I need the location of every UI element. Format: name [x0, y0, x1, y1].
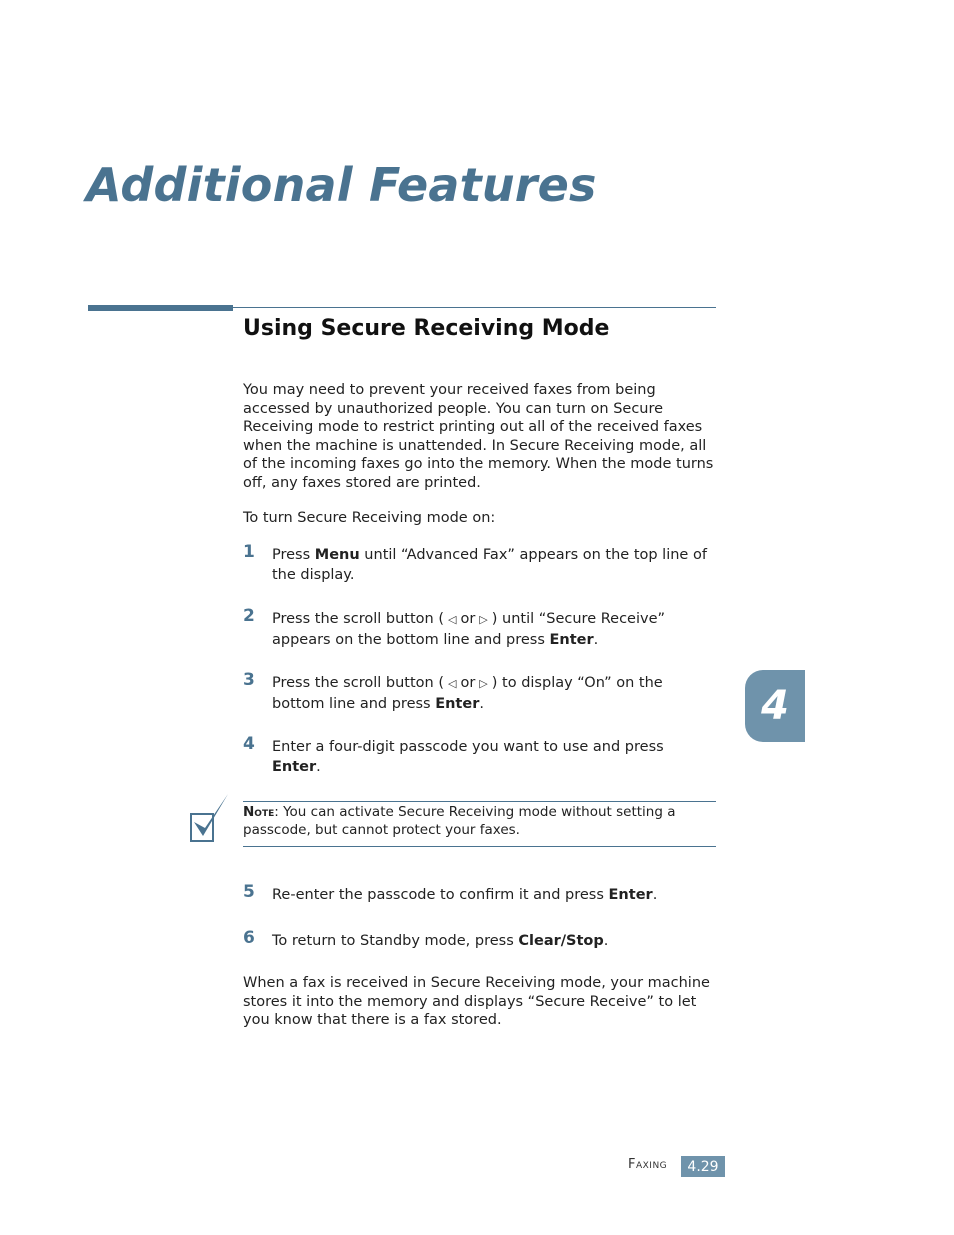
section-title: Using Secure Receiving Mode	[243, 316, 610, 341]
step-4	[243, 734, 717, 777]
chapter-title: Additional Features	[86, 158, 597, 212]
step-text: To return to Standby mode, press Clear/Stop.	[272, 933, 609, 949]
step-number: 4	[243, 734, 255, 754]
section-rule-thin	[233, 307, 716, 308]
step-text: Press the scroll button ( ◁ or ▷ ) to display “On” on the bottom line and press Enter.	[272, 675, 663, 712]
footer-page-number: 4.29	[681, 1156, 725, 1177]
note-rule-top	[243, 801, 716, 802]
section-rule-thick	[88, 305, 233, 311]
scroll-right-icon: ▷	[479, 677, 488, 690]
lead-in-paragraph: To turn Secure Receiving mode on:	[243, 510, 496, 526]
step-text: Re-enter the passcode to confirm it and press Enter.	[272, 887, 658, 903]
step-5	[243, 882, 717, 905]
footer-section-label: Faxing	[628, 1157, 668, 1172]
scroll-right-icon: ▷	[479, 613, 488, 626]
chapter-tab-number: 4	[761, 683, 789, 729]
note-label: Note	[243, 804, 275, 820]
note-text: Note: You can activate Secure Receiving mode without setting a passcode, but cannot protect your faxes.	[243, 804, 676, 838]
step-text: Press the scroll button ( ◁ or ▷ ) until “Secure Receive” appears on the bottom line and press Enter.	[272, 611, 666, 648]
step-number: 6	[243, 928, 255, 948]
note-checkmark-icon	[188, 792, 232, 846]
chapter-tab	[745, 670, 805, 742]
step-6	[243, 928, 717, 951]
note-rule-bottom	[243, 846, 716, 847]
step-text: Press Menu until “Advanced Fax” appears on the top line of the display.	[272, 547, 707, 583]
scroll-left-icon: ◁	[447, 677, 457, 690]
intro-paragraph: You may need to prevent your received faxes from being accessed by unauthorized people. You can turn on Secure Receiving mode to restrict printing out all of the received faxes when the machine is unattended. In Secure Receiving mode, all of the incoming faxes go into the memory. When the mode turns off, any faxes stored are printed.	[243, 382, 714, 491]
step-number: 1	[243, 542, 255, 562]
step-1	[243, 542, 717, 585]
step-3	[243, 670, 717, 714]
step-number: 5	[243, 882, 255, 902]
step-number: 2	[243, 606, 255, 626]
closing-paragraph: When a fax is received in Secure Receiving mode, your machine stores it into the memory and displays “Secure Receive” to let you know that there is a fax stored.	[243, 975, 710, 1029]
step-number: 3	[243, 670, 255, 690]
step-text: Enter a four-digit passcode you want to use and press Enter.	[272, 739, 664, 775]
step-2	[243, 606, 717, 650]
scroll-left-icon: ◁	[447, 613, 457, 626]
